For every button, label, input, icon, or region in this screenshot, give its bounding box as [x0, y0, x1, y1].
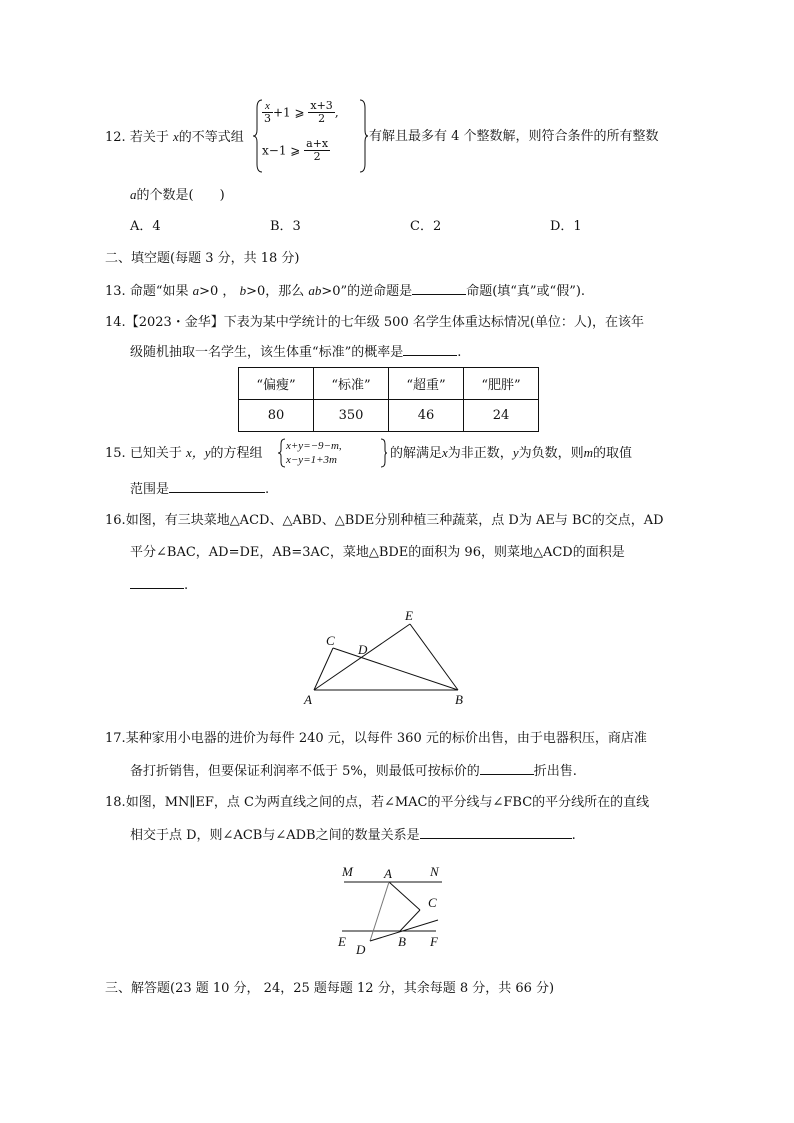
q18-label-b: B: [398, 934, 406, 949]
q15-line1-right: [390, 444, 632, 463]
q12-row2-rhs-num: a+x: [306, 137, 329, 150]
q14-answer-blank[interactable]: [403, 343, 457, 356]
q15-line2-end: .: [265, 482, 270, 497]
q17-line2: [130, 762, 577, 781]
q12-option-d: [550, 218, 582, 236]
q16-segment-eb: [410, 624, 458, 690]
q17-line1: [105, 730, 647, 748]
section2-title: 二、填空题(每题 3 分，共 18 分): [105, 251, 300, 266]
q18-answer-blank[interactable]: [420, 826, 572, 839]
q14-line2: [130, 343, 461, 362]
q18-line2-end: .: [571, 828, 576, 843]
q16-label-c: C: [326, 633, 335, 648]
q16-label-a: A: [304, 692, 312, 707]
q14-header-cell: “超重”: [389, 368, 464, 400]
q12-row1-comma: ,: [334, 105, 339, 120]
q13-t2: >0 ，: [199, 284, 236, 299]
q14-table-value-row: [239, 400, 539, 432]
q17-line1-text: 某种家用小电器的进价为每件 240 元，以每件 360 元的标价出售，由于电器积压，商店准: [125, 731, 647, 746]
q18-label-d: D: [356, 942, 366, 957]
q16-label-b: B: [455, 692, 463, 707]
q18-segment-cb: [400, 910, 420, 931]
q12-row1-rhs-frac: [308, 100, 334, 125]
q12-row1-lhs-num: x: [262, 100, 273, 113]
q18-label-c: C: [428, 895, 437, 910]
q14-line2-end: .: [457, 345, 462, 360]
q14-table-header-row: [239, 368, 539, 400]
q14-line1: [105, 314, 644, 332]
section3-title: 三、解答题(23 题 10 分， 24，25 题每题 12 分，其余每题 8 分，共 66 分): [105, 981, 555, 996]
q12-row1-tail: +1 ⩾: [273, 105, 305, 120]
q14-value-cell: 46: [389, 400, 464, 432]
q16-line2: [130, 544, 625, 562]
q13-var-a: a: [192, 283, 200, 298]
q16-line1: [105, 512, 664, 530]
q12-option-c: [410, 218, 441, 236]
q14-header-cell: “偏瘦”: [239, 368, 314, 400]
q13-answer-blank[interactable]: [412, 282, 466, 295]
q16-figure: [300, 608, 480, 708]
q15-t3: 的解满足: [390, 446, 443, 461]
q15-t5: 为负数，则: [518, 446, 584, 461]
q13-number: 13.: [105, 284, 126, 299]
q18-line1: [105, 794, 649, 812]
q17-number: 17.: [105, 731, 126, 746]
q14-header-cell: “肥胖”: [464, 368, 539, 400]
q15-t6: 的取值: [593, 446, 633, 461]
q15-t2: 的方程组: [210, 446, 263, 461]
q12-option-a: [130, 218, 161, 236]
q18-label-n: N: [430, 864, 439, 879]
q12-suffix: [369, 128, 659, 146]
q14-header-cell: “标准”: [314, 368, 389, 400]
q14-table: [238, 367, 539, 432]
q12-inequality-system: [256, 98, 368, 174]
q18-line2-text: 相交于点 D，则∠ACB与∠ADB之间的数量关系是: [130, 828, 420, 843]
q15-var-xy: x，y: [185, 445, 211, 460]
q14-value-cell: 350: [314, 400, 389, 432]
q15-line1-left: [105, 444, 263, 463]
q18-label-e: E: [338, 934, 346, 949]
q13-t1: 命题“如果: [129, 284, 189, 299]
q12-option-b: [270, 218, 301, 236]
q14-line2-text: 级随机抽取一名学生，该生体重“标准”的概率是: [130, 345, 404, 360]
q12-row2-lhs: x−1 ⩾: [262, 143, 301, 158]
q18-segment-ad: [370, 882, 389, 941]
q12-option-d-text: D．1: [550, 219, 582, 234]
q12-row1-lhs-frac: [262, 100, 273, 125]
q18-label-a: A: [384, 866, 392, 881]
q12-line2-text: 的个数是( ): [136, 188, 225, 203]
q15-equation-system: [280, 438, 388, 468]
q13-t4: >0”的逆命题是: [321, 284, 413, 299]
q18-line2: [130, 826, 576, 845]
q16-line3-end: .: [184, 578, 189, 593]
q12-row1-rhs-num: x+3: [310, 99, 333, 112]
q12-option-a-text: A．4: [130, 219, 161, 234]
q16-segment-cb: [333, 648, 458, 690]
q12-row1-lhs-den: 3: [264, 112, 271, 125]
q12-row1-rhs-den: 2: [318, 112, 326, 125]
q15-var-x: x: [442, 445, 448, 460]
q12-option-b-text: B．3: [270, 219, 301, 234]
q13-var-ab: ab: [308, 283, 322, 298]
q12-row2-rhs-frac: [304, 138, 330, 163]
q13-t3: >0，那么: [246, 284, 305, 299]
q18-number: 18.: [105, 795, 126, 810]
q12-line1: [105, 128, 244, 147]
q15-var-m: m: [583, 445, 593, 460]
q16-label-e: E: [405, 608, 413, 623]
q18-line1-text: 如图，MN∥EF，点 C为两直线之间的点，若∠MAC的平分线与∠FBC的平分线所在的直线: [125, 795, 650, 810]
q16-line3: [130, 576, 188, 595]
q17-answer-blank[interactable]: [480, 762, 534, 775]
q12-prefix: 若关于: [129, 130, 169, 145]
q16-line1-text: 如图，有三块菜地△ACD、△ABD、△BDE分别种植三种蔬菜，点 D为 AE与 BC的交点，AD: [125, 513, 664, 528]
q12-row2-rhs-den: 2: [313, 150, 321, 163]
q13-line: [105, 282, 585, 301]
q13-t5: 命题(填“真”或“假”).: [466, 284, 586, 299]
q14-value-cell: 24: [464, 400, 539, 432]
q18-figure: [334, 862, 454, 962]
q12-line2-var: a: [130, 187, 137, 202]
q12-line2: [130, 186, 225, 205]
q18-segment-ac: [389, 882, 420, 910]
q16-answer-blank[interactable]: [130, 576, 184, 589]
q17-line2b: 折出售.: [533, 764, 577, 779]
q13-var-b: b: [239, 283, 247, 298]
q12-number: 12.: [105, 130, 126, 145]
q12-row1: [262, 100, 339, 125]
q15-number: 15.: [105, 446, 126, 461]
q16-number: 16.: [105, 513, 126, 528]
q14-line1-text: 【2023・金华】下表为某中学统计的七年级 500 名学生体重达标情况(单位：人)，在该年: [125, 315, 644, 330]
q15-line2-text: 范围是: [130, 482, 170, 497]
q15-answer-blank[interactable]: [169, 480, 265, 493]
q15-t1: 已知关于: [129, 446, 182, 461]
q17-line2a: 备打折销售，但要保证利润率不低于 5%，则最低可按标价的: [130, 764, 480, 779]
q15-line2: [130, 480, 269, 499]
q15-eq2: x−y=1+3m: [286, 454, 337, 466]
q12-var-x: x: [172, 129, 179, 144]
q18-label-f: F: [430, 934, 438, 949]
q15-t4: 为非正数，: [447, 446, 513, 461]
q15-var-y: y: [512, 445, 519, 460]
q16-label-d: D: [358, 642, 368, 657]
q12-suffix-text: 有解且最多有 4 个整数解，则符合条件的所有整数: [369, 129, 659, 144]
q14-number: 14.: [105, 315, 126, 330]
q12-option-c-text: C．2: [410, 219, 442, 234]
q16-line2-text: 平分∠BAC，AD=DE，AB=3AC，菜地△BDE的面积为 96，则菜地△ACD的面积是: [130, 545, 625, 560]
q18-label-m: M: [342, 864, 353, 879]
q15-eq1: x+y=−9−m,: [286, 440, 342, 452]
q12-mid: 的不等式组: [178, 130, 244, 145]
q14-value-cell: 80: [239, 400, 314, 432]
q12-row2: [262, 138, 330, 163]
